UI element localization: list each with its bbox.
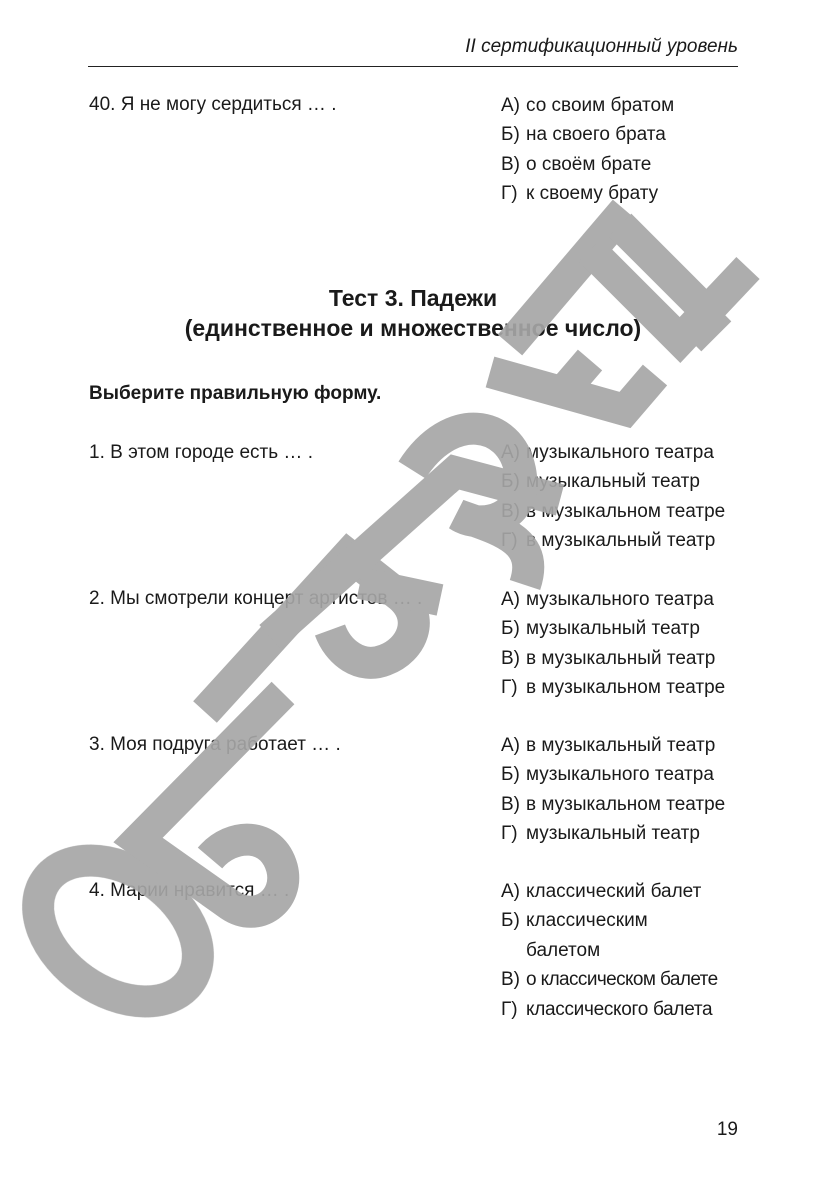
option-letter: А): [501, 95, 520, 116]
option-d: [501, 673, 746, 702]
question-2-text: 2. Мы смотрели концерт артистов … .: [89, 588, 423, 609]
option-text: классического балета: [526, 998, 713, 1020]
option-letter: Г): [501, 183, 518, 205]
option-b: [501, 120, 746, 149]
option-letter: Б): [501, 124, 520, 146]
question-40-options: [501, 91, 746, 209]
option-letter: Б): [501, 764, 520, 786]
option-b: [501, 614, 746, 643]
option-a: [501, 438, 746, 467]
question-4-options: [501, 877, 721, 1024]
option-letter: А): [501, 881, 520, 902]
option-letter: В): [501, 500, 520, 522]
option-b: [501, 906, 721, 965]
option-text: в музыкальный театр: [526, 530, 716, 552]
option-text: к своему брату: [526, 183, 659, 205]
option-d: [501, 179, 746, 208]
option-a: [501, 585, 746, 614]
option-d: [501, 819, 746, 848]
option-a: [501, 91, 746, 120]
option-text: в музыкальном театре: [526, 677, 726, 699]
option-c: [501, 497, 746, 526]
option-letter: В): [501, 647, 520, 669]
option-letter: Б): [501, 910, 520, 932]
question-3-options: [501, 731, 746, 849]
watermark-letter-er: [205, 555, 414, 712]
option-letter: Г): [501, 998, 518, 1020]
option-letter: А): [501, 589, 520, 610]
option-letter: А): [501, 735, 520, 756]
option-d: [501, 995, 721, 1024]
option-a: [501, 731, 746, 760]
option-text: музыкальный театр: [526, 823, 700, 845]
option-c: [501, 965, 721, 994]
option-letter: Г): [501, 677, 518, 699]
question-4-text: 4. Марии нравится … .: [89, 880, 290, 901]
option-a: [501, 877, 721, 906]
option-letter: Г): [501, 823, 518, 845]
option-text: музыкального театра: [526, 442, 714, 463]
question-2-options: [501, 585, 746, 703]
option-letter: Г): [501, 530, 518, 552]
option-letter: Б): [501, 618, 520, 640]
option-text: о своём брате: [526, 153, 652, 175]
option-c: [501, 150, 746, 179]
option-letter: В): [501, 153, 520, 175]
option-d: [501, 526, 746, 555]
test-title: Тест 3. Падежи: [328, 285, 498, 311]
option-letter: В): [501, 793, 520, 815]
option-text: в музыкальный театр: [526, 735, 716, 756]
watermark-letter-be: [138, 693, 283, 912]
test-subtitle: (единственное и множественное число): [184, 315, 642, 341]
option-text: музыкальный театр: [526, 471, 700, 493]
option-text: музыкального театра: [526, 764, 714, 786]
option-text: в музыкальный театр: [526, 647, 716, 669]
option-text: классический балет: [526, 881, 702, 902]
option-b: [501, 467, 746, 496]
instruction: Выберите правильную форму.: [89, 383, 382, 404]
watermark-letter-o: [12, 831, 225, 1030]
option-text: музыкальный театр: [526, 618, 700, 640]
option-letter: А): [501, 442, 520, 463]
option-text: музыкального театра: [526, 589, 714, 610]
option-text: на своего брата: [526, 124, 666, 146]
option-letter: В): [501, 969, 520, 991]
page-number: 19: [716, 1119, 738, 1140]
question-3-text: 3. Моя подруга работает … .: [89, 734, 341, 755]
option-letter: Б): [501, 471, 520, 493]
option-text: классическим балетом: [526, 910, 648, 961]
option-text: в музыкальном театре: [526, 500, 726, 522]
question-1-text: 1. В этом городе есть … .: [89, 442, 313, 463]
running-header: [88, 36, 738, 67]
option-text: в музыкальном театре: [526, 793, 726, 815]
question-40-text: 40. Я не могу сердиться … .: [89, 94, 337, 115]
option-b: [501, 760, 746, 789]
question-1-options: [501, 438, 746, 556]
option-text: о классическом балете: [526, 969, 718, 991]
option-c: [501, 790, 746, 819]
option-text: со своим братом: [526, 95, 675, 116]
option-c: [501, 644, 746, 673]
running-title: II сертификационный уровень: [465, 36, 738, 57]
